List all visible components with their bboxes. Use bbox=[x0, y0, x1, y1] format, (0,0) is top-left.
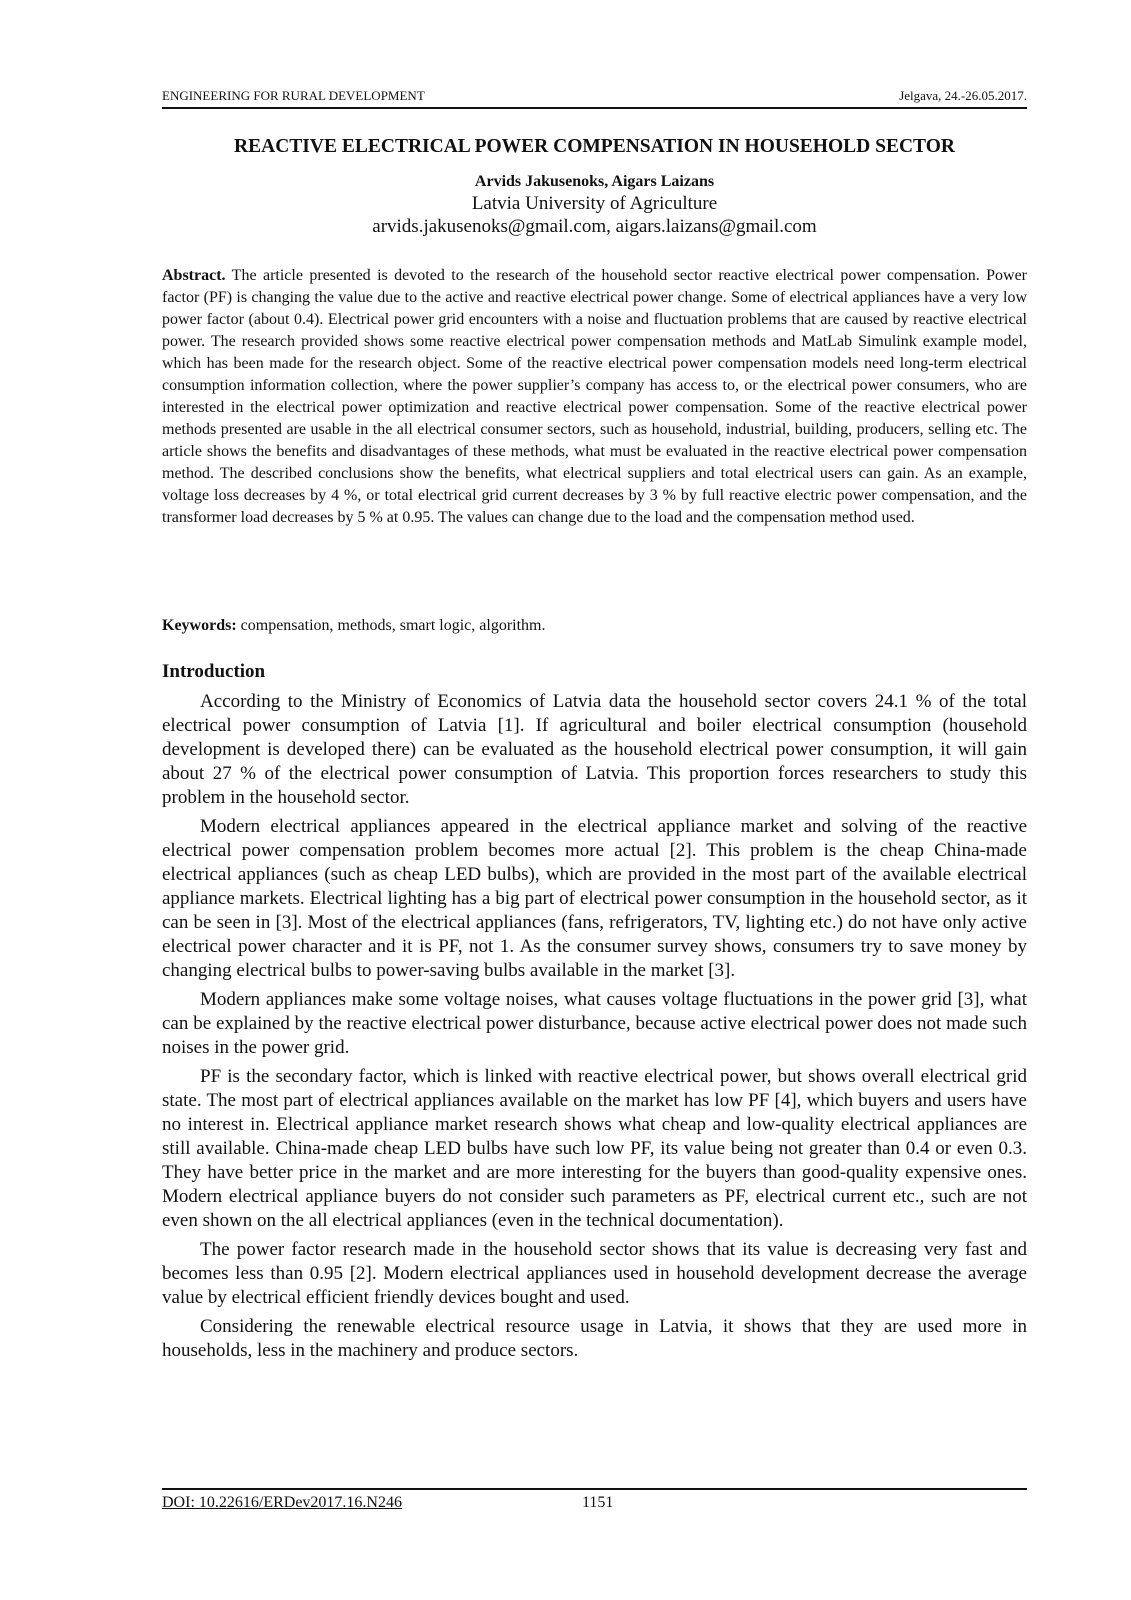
author-emails: arvids.jakusenoks@gmail.com, aigars.laizans@gmail.com bbox=[372, 216, 817, 237]
intro-paragraph: Modern electrical appliances appeared in the electrical appliance market and solving of the reactive electrical power compensation problem becomes more actual [2]. This problem is the cheap China-made electrical appliances (such as cheap LED bulbs), which are provided in the most part of the available electrical appliance markets. Electrical lighting has a big part of electrical power consumption in the household sector, as it can be seen in [3]. Most of the electrical appliances (fans, refrigerators, TV, lighting etc.) do not have only active electrical power character and it is PF, not 1. As the consumer survey shows, consumers try to save money by changing electrical bulbs to power-saving bulbs available in the market [3]. bbox=[162, 816, 1027, 981]
introduction-body bbox=[162, 690, 1027, 1368]
intro-paragraph: The power factor research made in the household sector shows that its value is decreasing very fast and becomes less than 0.95 [2]. Modern electrical appliances used in household development decrease the average value by electrical efficient friendly devices bought and used. bbox=[162, 1239, 1027, 1308]
doi-link[interactable]: DOI: 10.22616/ERDev2017.16.N246 bbox=[162, 1494, 402, 1511]
authors: Arvids Jakusenoks, Aigars Laizans bbox=[474, 173, 715, 190]
paper-page bbox=[162, 0, 1027, 1600]
intro-paragraph: According to the Ministry of Economics of Latvia data the household sector covers 24.1 % of the total electrical power consumption of Latvia [1]. If agricultural and boiler electrical consumption (household development is developed there) can be evaluated as the household electrical power consumption, it will gain about 27 % of the electrical power consumption of Latvia. This proportion forces researchers to study this problem in the household sector. bbox=[162, 691, 1027, 808]
keywords-label: Keywords: bbox=[162, 617, 237, 634]
page-number: 1151 bbox=[582, 1494, 614, 1511]
intro-paragraph: PF is the secondary factor, which is linked with reactive electrical power, but shows overall electrical grid state. The most part of electrical appliances available on the market has low PF [4], which buyers and users have no interest in. Electrical appliance market research shows what cheap and low-quality electrical appliances are still available. China-made cheap LED bulbs have such low PF, its value being not greater than 0.4 or even 0.3. They have better price in the market and are more interesting for the buyers than good-quality expensive ones. Modern electrical appliance buyers do not consider such parameters as PF, electrical current etc., such are not even shown on the all electrical appliances (even in the technical documentation). bbox=[162, 1066, 1027, 1231]
intro-paragraph: Modern appliances make some voltage noises, what causes voltage fluctuations in the power grid [3], what can be explained by the reactive electrical power disturbance, because active electrical power does not made such noises in the power grid. bbox=[162, 989, 1027, 1058]
page-footer bbox=[162, 1488, 1027, 1511]
keywords bbox=[162, 615, 1027, 637]
paper-title: REACTIVE ELECTRICAL POWER COMPENSATION IN HOUSEHOLD SECTOR bbox=[234, 136, 955, 157]
abstract-label: Abstract. bbox=[162, 267, 226, 284]
keywords-text: compensation, methods, smart logic, algorithm. bbox=[236, 617, 546, 634]
abstract-text: The article presented is devoted to the research of the household sector reactive electrical power compensation. Power factor (PF) is changing the value due to the active and reactive electrical power change. Some of electrical appliances have a very low power factor (about 0.4). Electrical power grid encounters with a noise and fluctuation problems that are caused by reactive electrical power. The research provided shows some reactive electrical power compensation methods and MatLab Simulink example model, which has been made for the research object. Some of the reactive electrical power compensation models need long-term electrical consumption information collection, where the power supplier’s company has access to, or the electrical power consumers, who are interested in the electrical power optimization and reactive electrical power compensation. Some of the reactive electrical power methods presented are usable in the all electrical consumer sectors, such as household, industrial, building, producers, selling etc. The article shows the benefits and disadvantages of these methods, what must be evaluated in the reactive electrical power compensation method. The described conclusions show the benefits, what electrical suppliers and total electrical users can gain. As an example, voltage loss decreases by 4 %, or total electrical grid current decreases by 3 % by full reactive electric power compensation, and the transformer load decreases by 5 % at 0.95. The values can change due to the load and the compensation method used. bbox=[162, 267, 1027, 526]
abstract bbox=[162, 265, 1027, 529]
title-block bbox=[162, 135, 1027, 238]
affiliation: Latvia University of Agriculture bbox=[471, 193, 718, 214]
intro-paragraph: Considering the renewable electrical resource usage in Latvia, it shows that they are used more in households, less in the machinery and produce sectors. bbox=[162, 1316, 1027, 1361]
section-heading-introduction: Introduction bbox=[162, 661, 266, 682]
conference-name: ENGINEERING FOR RURAL DEVELOPMENT bbox=[162, 88, 425, 103]
running-header bbox=[162, 87, 1027, 109]
conference-date-location: Jelgava, 24.-26.05.2017. bbox=[899, 88, 1027, 103]
